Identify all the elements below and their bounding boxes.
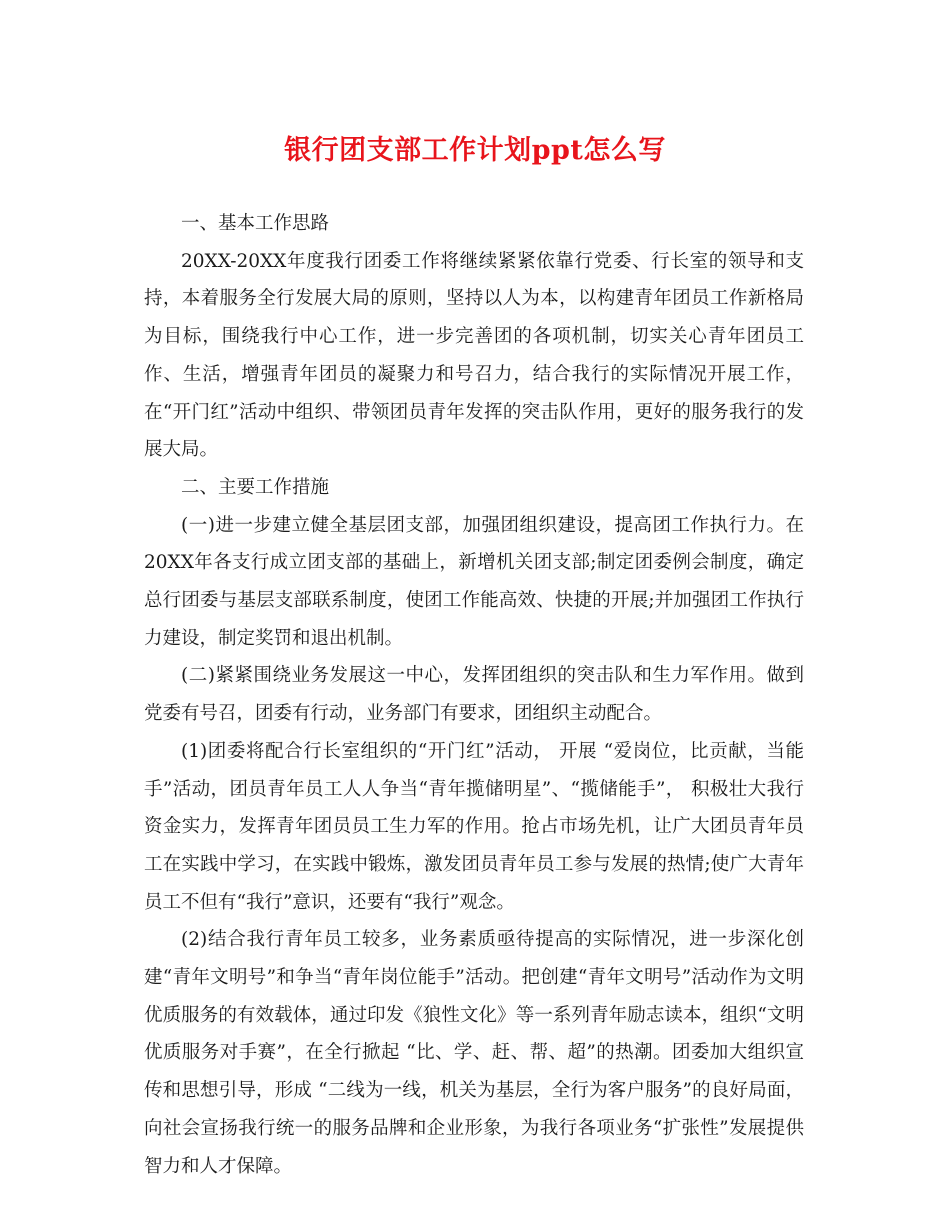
section-heading-main-measures: 二、主要工作措施	[181, 476, 330, 498]
paragraph-measure-2: (二)紧紧围绕业务发展这一中心，发挥团组织的突击队和生力军作用。做到党委有号召，团委有行动，业务部门有要求，团组织主动配合。	[144, 665, 804, 725]
document-body	[144, 205, 804, 1185]
paragraph-measure-1: (一)进一步建立健全基层团支部，加强团组织建设，提高团工作执行力。在20XX年各支行成立团支部的基础上，新增机关团支部;制定团委例会制度，确定总行团委与基层支部联系制度，使团工作能高效、快捷的开展;并加强团工作执行力建设，制定奖罚和退出机制。	[144, 514, 804, 649]
section-heading-basic-ideas: 一、基本工作思路	[181, 213, 330, 234]
paragraph-sub-item-2: (2)结合我行青年员工较多，业务素质亟待提高的实际情况，进一步深化创建“青年文明号”和争当“青年岗位能手”活动。把创建“青年文明号”活动作为文明优质服务的有效载体，通过印发《狼性文化》等一系列青年励志读本，组织“文明优质服务对手赛”，在全行掀起 “比、学、赶、帮、超”的热潮。团委加大组织宣传和思想引导，形成 “二线为一线，机关为基层，全行为客户服务”的良好局面，向社会宣扬我行统一的服务品牌和企业形象，为我行各项业务“扩张性”发展提供智力和人才保障。	[144, 929, 804, 1177]
paragraph-basic-ideas: 20XX-20XX年度我行团委工作将继续紧紧依靠行党委、行长室的领导和支持，本着服务全行发展大局的原则，坚持以人为本，以构建青年团员工作新格局为目标，围绕我行中心工作，进一步完善团的各项机制，切实关心青年团员工作、生活，增强青年团员的凝聚力和号召力，结合我行的实际情况开展工作，在“开门红”活动中组织、带领团员青年发挥的突击队作用，更好的服务我行的发展大局。	[144, 250, 804, 461]
paragraph-sub-item-1: (1)团委将配合行长室组织的“开门红”活动， 开展 “爱岗位，比贡献，当能手”活动，团员青年员工人人争当“青年揽储明星”、“揽储能手”， 积极壮大我行资金实力，发挥青年团员员工生力军的作用。抢占市场先机，让广大团员青年员工在实践中学习，在实践中锻炼，激发团员青年员工参与发展的热情;使广大青年员工不但有“我行”意识，还要有“我行”观念。	[144, 740, 804, 913]
document-title: 银行团支部工作计划ppt怎么写	[284, 135, 666, 166]
